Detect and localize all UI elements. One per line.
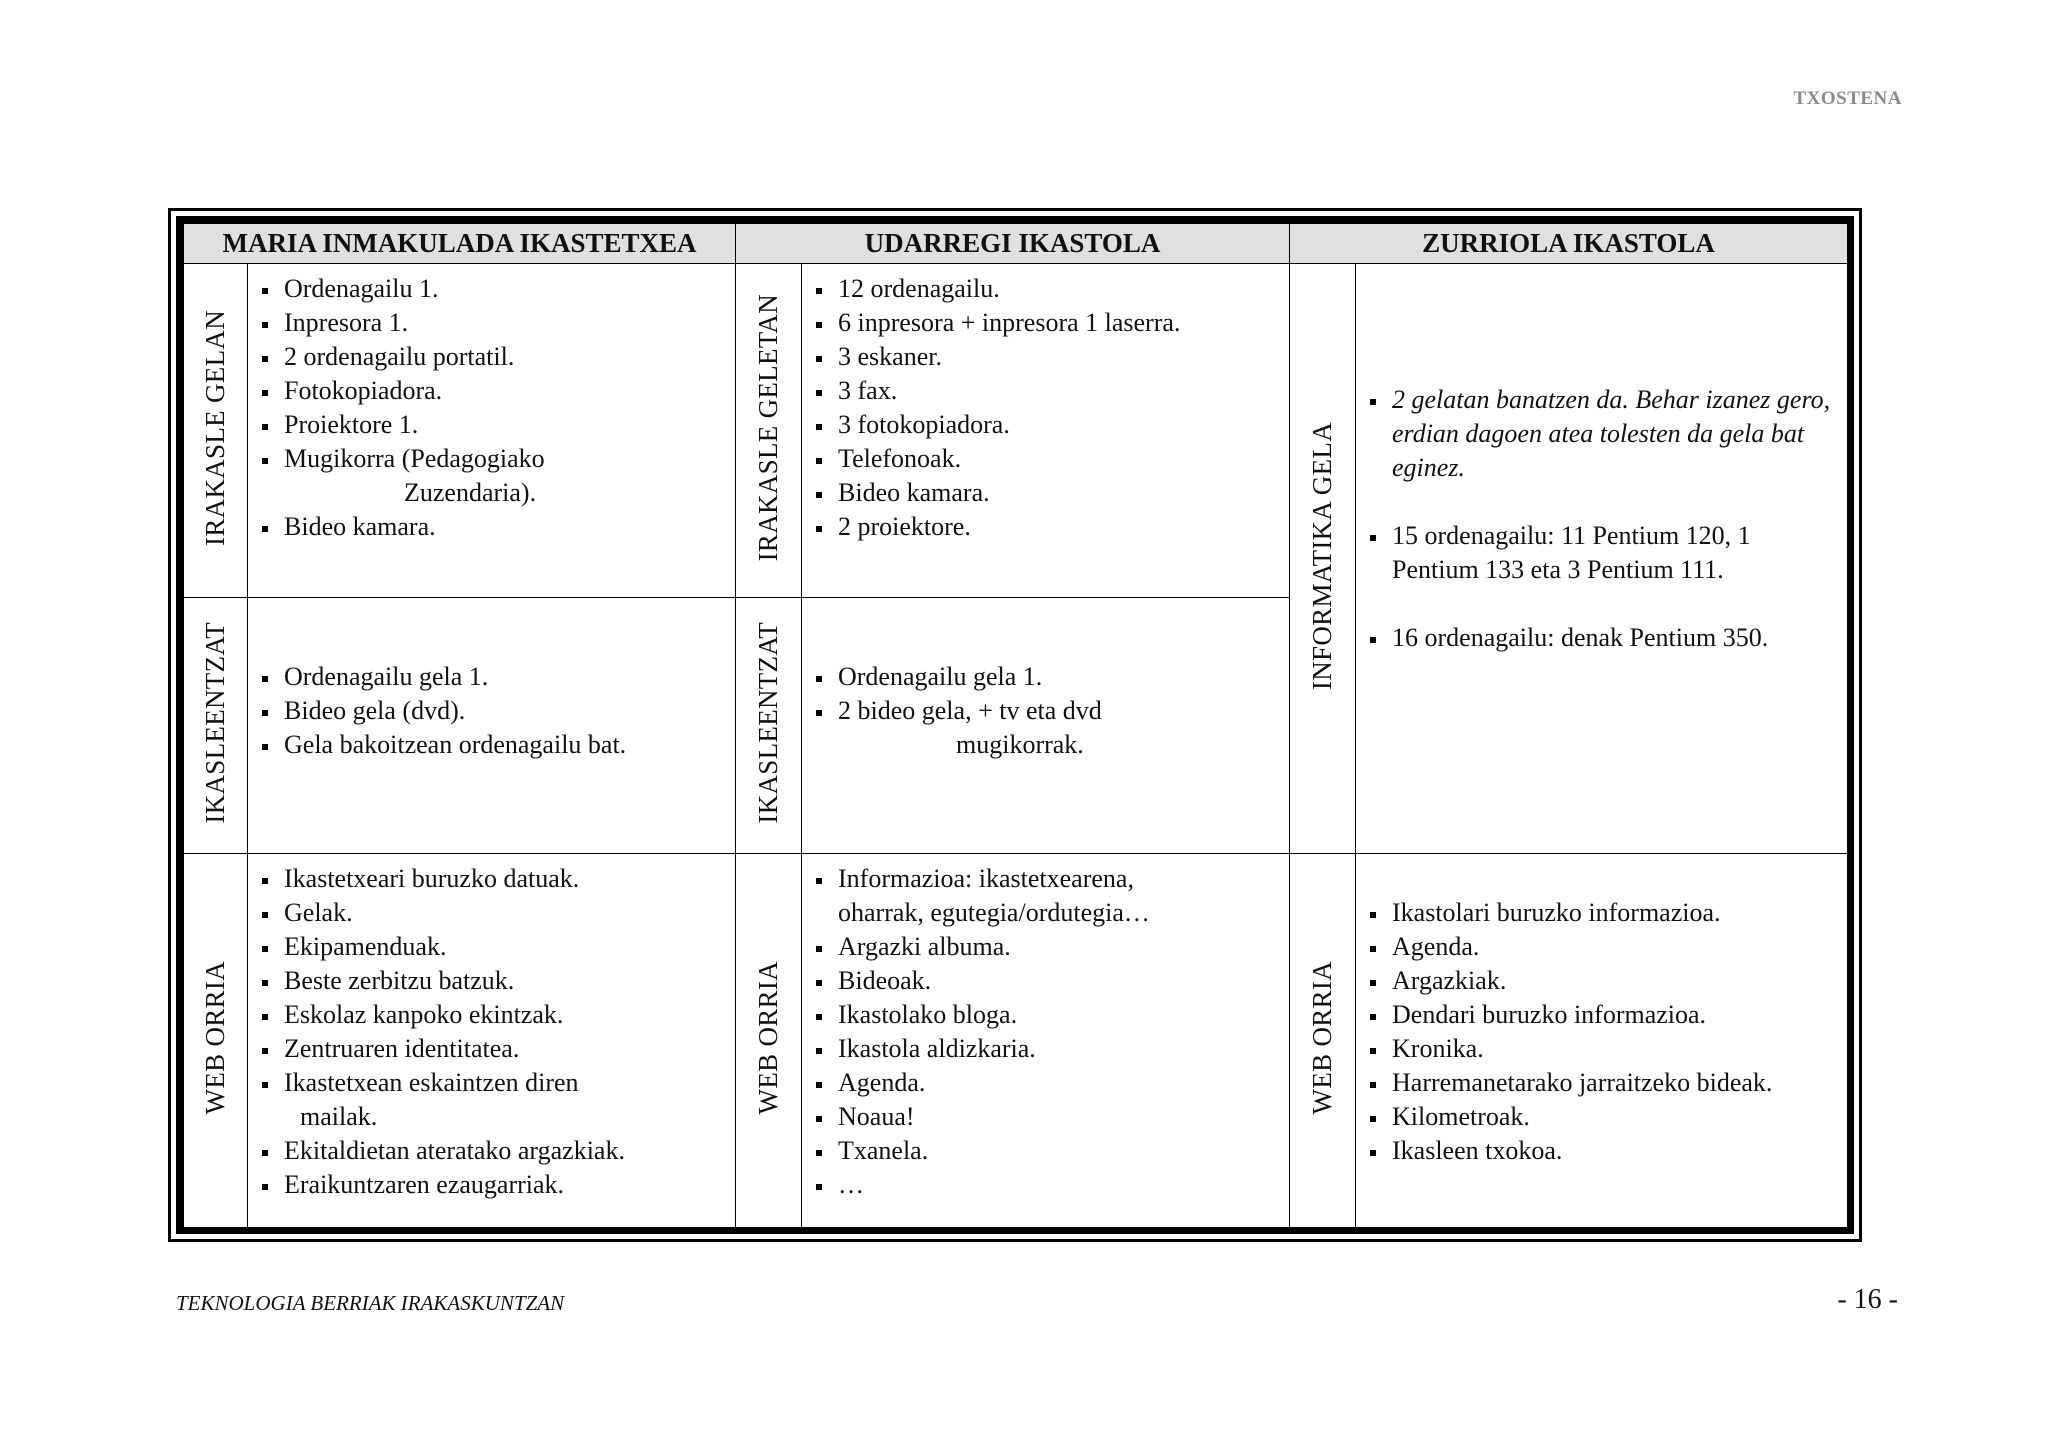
page-number: - 16 -	[1837, 1284, 1898, 1315]
list-item: Kilometroak.	[1392, 1100, 1847, 1134]
udarregi-web-list	[802, 862, 1289, 1202]
maria-irakasle-cell	[248, 264, 736, 598]
list-item-continued: mailak.	[300, 1102, 378, 1131]
list-item: Agenda.	[1392, 930, 1847, 964]
list-item: 3 fotokopiadora.	[838, 408, 1289, 442]
list-item: Ordenagailu gela 1.	[838, 660, 1289, 694]
list-item: Ordenagailu gela 1.	[284, 660, 735, 694]
zurriola-web-list	[1356, 896, 1847, 1168]
row-label-cell	[184, 264, 248, 598]
list-item: Gelak.	[284, 896, 735, 930]
maria-web-cell	[248, 854, 736, 1228]
list-item: Ikastolari buruzko informazioa.	[1392, 896, 1847, 930]
list-item: Ikastetxeari buruzko datuak.	[284, 862, 735, 896]
list-item: Argazkiak.	[1392, 964, 1847, 998]
list-item: Ekipamenduak.	[284, 930, 735, 964]
header-row	[184, 224, 1848, 264]
list-item: Noaua!	[838, 1100, 1289, 1134]
maria-ikasle-cell	[248, 598, 736, 854]
list-item: Agenda.	[838, 1066, 1289, 1100]
list-item: Bideo kamara.	[838, 476, 1289, 510]
list-item: Eraikuntzaren ezaugarriak.	[284, 1168, 735, 1202]
row-label-cell	[184, 854, 248, 1228]
list-item: Argazki albuma.	[838, 930, 1289, 964]
list-item: Bideo gela (dvd).	[284, 694, 735, 728]
list-item: Ekitaldietan ateratako argazkiak.	[284, 1134, 735, 1168]
list-item: 2 bideo gela, + tv eta dvd	[838, 694, 1289, 728]
list-item: 6 inpresora + inpresora 1 laserra.	[838, 306, 1289, 340]
row-label-ikasleentzat: IKASLEENTZAT	[200, 622, 230, 824]
maria-irakasle-list	[248, 272, 735, 544]
school-header-maria: MARIA INMAKULADA IKASTETXEA	[184, 224, 736, 264]
list-item: Bideo kamara.	[284, 510, 735, 544]
list-item: Txanela.	[838, 1134, 1289, 1168]
list-item: 2 gelatan banatzen da. Behar izanez gero, erdian dagoen atea tolesten da gela bat eginez.	[1392, 383, 1841, 485]
school-header-zurriola: ZURRIOLA IKASTOLA	[1290, 224, 1848, 264]
list-item: Ordenagailu 1.	[284, 272, 735, 306]
list-item: 16 ordenagailu: denak Pentium 350.	[1392, 621, 1841, 655]
maria-web-list	[248, 862, 735, 1202]
row-label-cell	[1290, 854, 1356, 1228]
list-item: Zentruaren identitatea.	[284, 1032, 735, 1066]
page-header: TXOSTENA	[1793, 88, 1902, 109]
list-item: 3 fax.	[838, 374, 1289, 408]
row-label-cell	[1290, 264, 1356, 854]
list-item: 3 eskaner.	[838, 340, 1289, 374]
row-label-ikasleentzat: IKASLEENTZAT	[753, 622, 783, 824]
row-label-cell	[184, 598, 248, 854]
row-label-cell	[736, 598, 802, 854]
row-label-cell	[736, 854, 802, 1228]
list-item: Inpresora 1.	[284, 306, 735, 340]
row-label-web-orria: WEB ORRIA	[1307, 961, 1338, 1115]
list-item: Ikastetxean eskaintzen diren	[284, 1066, 735, 1100]
list-item: Mugikorra (Pedagogiako	[284, 442, 735, 476]
comparison-table	[183, 223, 1848, 1228]
row-label-web-orria: WEB ORRIA	[753, 961, 783, 1115]
list-item-continued: oharrak, egutegia/ordutegia…	[838, 898, 1150, 927]
list-item: Eskolaz kanpoko ekintzak.	[284, 998, 735, 1032]
list-item-continued: Zuzendaria).	[404, 478, 537, 507]
list-item: Fotokopiadora.	[284, 374, 735, 408]
row-label-irakasle-geletan: IRAKASLE GELETAN	[753, 294, 783, 562]
list-item: Informazioa: ikastetxearena,	[838, 862, 1289, 896]
udarregi-ikasle-list	[802, 660, 1289, 762]
row-label-cell	[736, 264, 802, 598]
zurriola-web-cell	[1356, 854, 1848, 1228]
school-header-udarregi: UDARREGI IKASTOLA	[736, 224, 1290, 264]
list-item: Ikasleen txokoa.	[1392, 1134, 1847, 1168]
list-item: Gela bakoitzean ordenagailu bat.	[284, 728, 735, 762]
list-item: Beste zerbitzu batzuk.	[284, 964, 735, 998]
row-label-informatika-gela: INFORMATIKA GELA	[1307, 421, 1338, 691]
list-item: 2 ordenagailu portatil.	[284, 340, 735, 374]
list-item: Ikastola aldizkaria.	[838, 1032, 1289, 1066]
list-item: Bideoak.	[838, 964, 1289, 998]
list-item: 2 proiektore.	[838, 510, 1289, 544]
row-label-irakasle-gelan: IRAKASLE GELAN	[200, 310, 230, 546]
udarregi-irakasle-list	[802, 272, 1289, 544]
maria-ikasle-list	[248, 660, 735, 762]
list-item: Proiektore 1.	[284, 408, 735, 442]
zurriola-informatika-list	[1356, 383, 1847, 655]
row-label-web-orria: WEB ORRIA	[200, 961, 230, 1115]
list-item: 12 ordenagailu.	[838, 272, 1289, 306]
list-item: Telefonoak.	[838, 442, 1289, 476]
list-item-continued: mugikorrak.	[956, 729, 1084, 759]
zurriola-informatika-cell	[1356, 264, 1848, 854]
list-item: Kronika.	[1392, 1032, 1847, 1066]
udarregi-ikasle-cell	[802, 598, 1290, 854]
list-item: Ikastolako bloga.	[838, 998, 1289, 1032]
udarregi-web-cell	[802, 854, 1290, 1228]
list-item: Dendari buruzko informazioa.	[1392, 998, 1847, 1032]
list-item: Harremanetarako jarraitzeko bideak.	[1392, 1066, 1847, 1100]
udarregi-irakasle-cell	[802, 264, 1290, 598]
list-item: 15 ordenagailu: 11 Pentium 120, 1 Pentium 133 eta 3 Pentium 111.	[1392, 519, 1841, 587]
web-row	[184, 854, 1848, 1228]
footer-title: TEKNOLOGIA BERRIAK IRAKASKUNTZAN	[176, 1291, 565, 1315]
irakasle-row	[184, 264, 1848, 598]
list-item: …	[838, 1168, 1289, 1202]
